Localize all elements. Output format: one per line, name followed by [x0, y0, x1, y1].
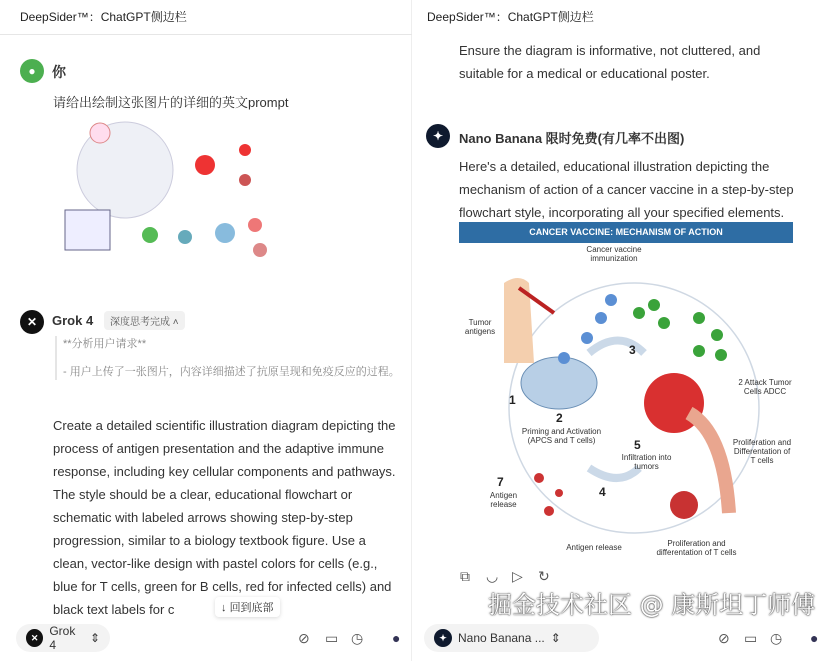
response-line: process of antigen presentation and the adaptive immune — [53, 441, 384, 456]
user-prompt: 请给出绘制这张图片的详细的英文prompt — [53, 95, 289, 110]
save-icon[interactable]: ◡ — [486, 568, 499, 584]
history-icon[interactable]: ◷ — [770, 630, 783, 646]
model-name: Grok 4 — [49, 624, 76, 652]
history-icon[interactable]: ◷ — [351, 630, 364, 646]
left-panel — [0, 0, 412, 661]
response-text — [53, 414, 396, 621]
diagram-label: 2 Attack Tumor Cells ADCC — [738, 378, 792, 396]
grok-icon: ✕ — [26, 629, 43, 647]
new-chat-icon[interactable]: ● — [810, 630, 819, 646]
folder-icon[interactable]: ▭ — [744, 630, 758, 646]
text-line: suitable for a medical or educational poster. — [459, 66, 710, 81]
chevron-up-icon: ˄ — [172, 317, 179, 328]
panel-header: DeepSider™：ChatGPT侧边栏 — [20, 10, 187, 24]
diagram-label: Proliferation and Differentation of T cells — [732, 438, 792, 465]
image-title-banner: CANCER VACCINE: MECHANISM OF ACTION — [459, 222, 793, 243]
nano-banana-avatar: ✦ — [426, 124, 450, 148]
model-selector[interactable] — [424, 624, 599, 652]
copy-icon[interactable]: ⧉ — [460, 568, 470, 584]
diagram-label: 2 — [556, 411, 563, 425]
edit-icon[interactable]: ⊘ — [298, 630, 310, 646]
thinking-line: **分析用户请求** — [63, 338, 147, 350]
diagram-label: Antigen release — [489, 491, 518, 509]
refresh-icon[interactable]: ↻ — [538, 568, 550, 584]
uploaded-image-thumbnail[interactable] — [55, 115, 295, 265]
nano-banana-icon: ✦ — [434, 629, 452, 647]
edit-icon[interactable]: ⊘ — [718, 630, 730, 646]
response-line: blue for T cells, green for B cells, red for infected cells) and — [53, 579, 392, 594]
thinking-badge: 深度思考完成 — [110, 317, 170, 328]
updown-icon: ⇕ — [89, 631, 100, 645]
user-name: 你 — [52, 64, 66, 80]
diagram-label: Proliferation and differentation of T cells — [656, 539, 737, 557]
scroll-bottom-label: 回到底部 — [229, 602, 274, 614]
diagram-label: 1 — [509, 393, 516, 407]
grok-avatar: ✕ — [20, 310, 44, 334]
response-line: flowchart style, incorporating all your specified elements. — [459, 205, 785, 220]
text-line: Ensure the diagram is informative, not cluttered, and — [459, 43, 761, 58]
thinking-toggle[interactable] — [104, 311, 185, 330]
arrow-down-icon: ↓ — [221, 602, 227, 614]
thinking-content — [55, 336, 400, 380]
previous-text — [459, 39, 760, 85]
response-line: response, including key cellular components and pathways. — [53, 464, 396, 479]
right-panel — [418, 0, 829, 661]
response-line: clean, vector-like design with pastel colors for cells (e.g., — [53, 556, 378, 571]
panel-header: DeepSider™：ChatGPT侧边栏 — [427, 10, 594, 24]
watermark: 掘金技术社区 @ 康斯坦丁师傅 — [488, 591, 816, 619]
cancer-vaccine-diagram — [459, 243, 793, 563]
diagram-label: Antigen release — [566, 543, 622, 552]
diagram-label: Priming and Activation (APCS and T cells) — [521, 427, 602, 445]
assistant-name: Grok 4 — [52, 313, 94, 328]
model-selector[interactable] — [16, 624, 110, 652]
thinking-line: - 用户上传了一张图片，内容详细描述了抗原呈现和免疫反应的过程。 — [63, 366, 400, 378]
scroll-to-bottom-button[interactable] — [215, 597, 280, 617]
response-line: mechanism of action of a cancer vaccine in a step-by-step — [459, 182, 794, 197]
model-name: Nano Banana ... — [458, 631, 545, 645]
user-avatar: ● — [20, 59, 44, 83]
diagram-label: Infiltration into tumors — [621, 453, 672, 471]
response-line: The style should be a clear, educational flowchart or — [53, 487, 353, 502]
diagram-label: 5 — [634, 438, 641, 452]
diagram-label: 3 — [629, 343, 636, 357]
updown-icon: ⇕ — [550, 631, 561, 645]
response-text — [459, 155, 794, 224]
play-icon[interactable]: ▷ — [512, 568, 523, 584]
response-line: black text labels for c — [53, 602, 175, 617]
folder-icon[interactable]: ▭ — [325, 630, 339, 646]
divider — [0, 34, 412, 35]
diagram-label: 4 — [599, 485, 606, 499]
response-line: progression, similar to a biology textbook figure. Use a — [53, 533, 366, 548]
diagram-label: Cancer vaccine immunization — [586, 245, 642, 263]
diagram-label: Tumor antigens — [464, 318, 496, 336]
assistant-name: Nano Banana 限时免费(有几率不出图) — [459, 131, 685, 146]
response-line: Create a detailed scientific illustration diagram depicting the — [53, 418, 396, 433]
diagram-label: 7 — [497, 475, 504, 489]
response-line: Here's a detailed, educational illustration depicting the — [459, 159, 770, 174]
generated-image[interactable] — [459, 222, 793, 563]
new-chat-icon[interactable]: ● — [392, 630, 401, 646]
response-line: schematic with labeled arrows showing step-by-step — [53, 510, 353, 525]
